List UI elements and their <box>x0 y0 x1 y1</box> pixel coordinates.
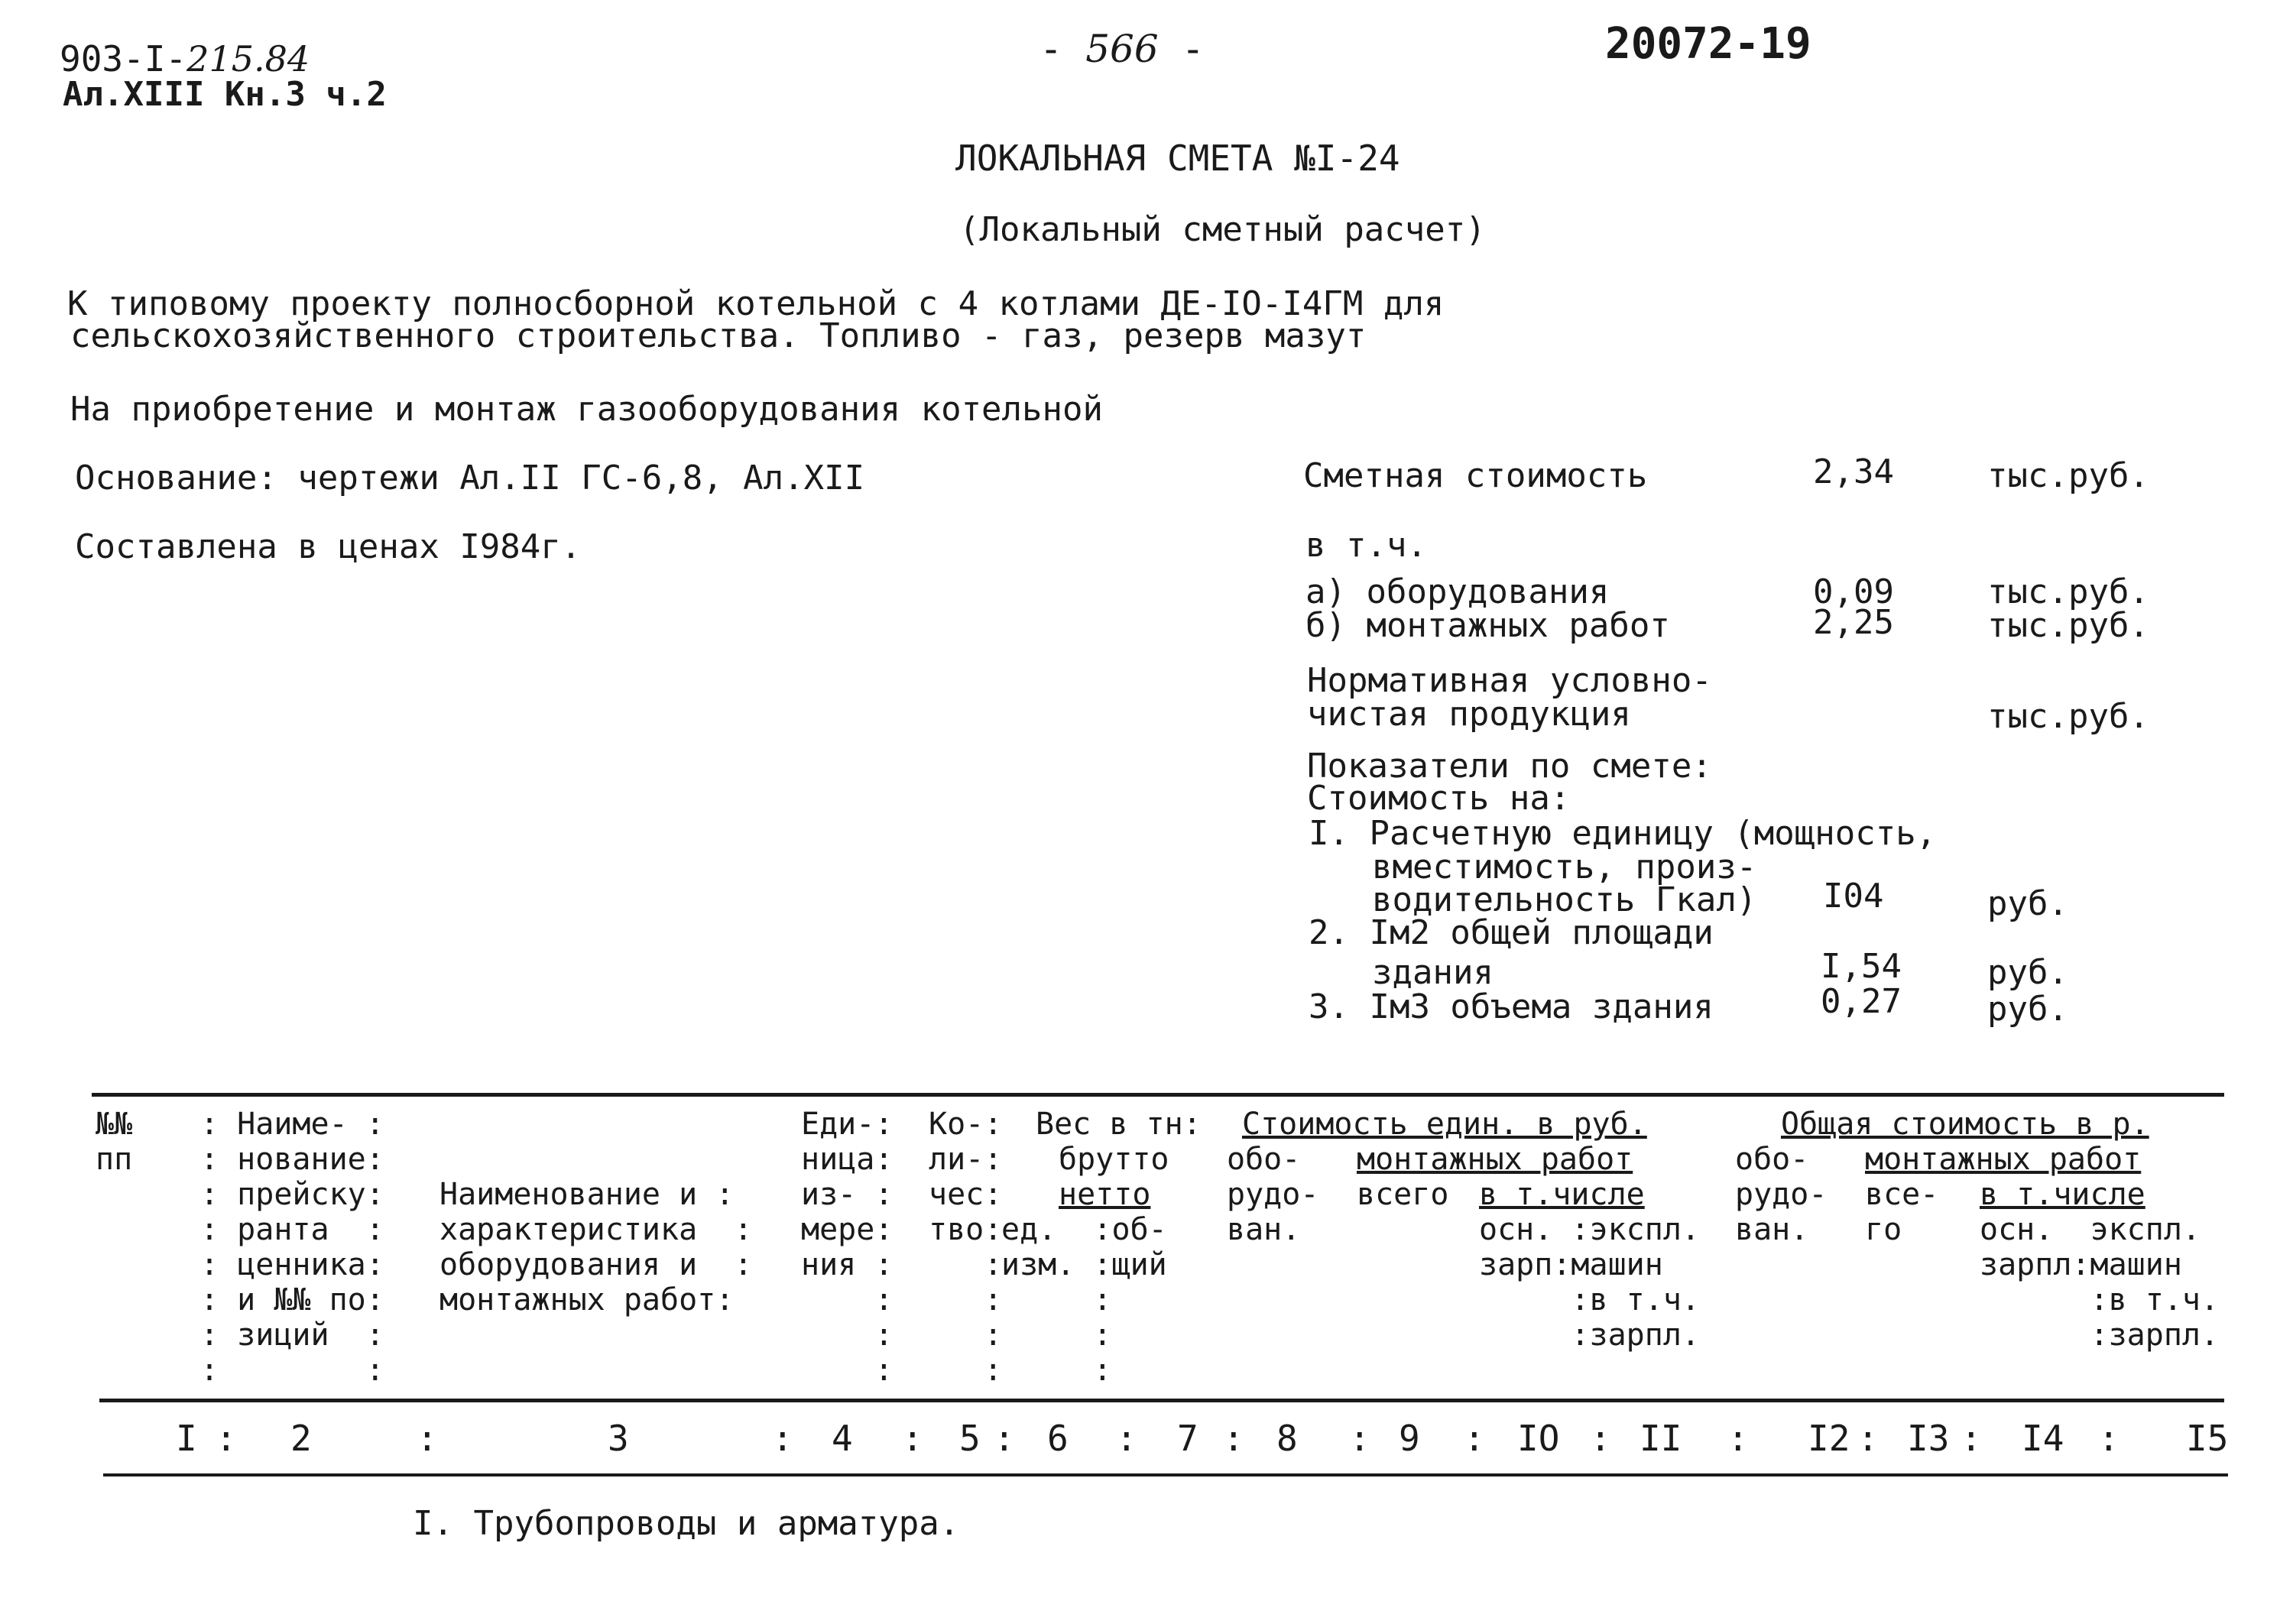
col-1-header: №№ пп <box>96 1107 133 1177</box>
column-number-9: 9 <box>1399 1418 1420 1459</box>
unit-cost-title: Стоимость един. в руб. <box>1242 1107 1647 1142</box>
page-number-value: 566 <box>1085 27 1159 71</box>
project-basis: Основание: чертежи Ал.II ГС-6,8, Ал.XII <box>75 459 865 498</box>
equipment-unit: тыс.руб. <box>1987 572 2149 611</box>
unit-cost-sub: осн. :экспл. зарп:машин :в т.ч. :зарпл. <box>1479 1212 1700 1353</box>
column-number-separator: : <box>902 1418 923 1459</box>
cost-for-label: Стоимость на: <box>1307 779 1571 818</box>
column-number-separator: : <box>1727 1418 1749 1459</box>
indicator-1-line-3: водительность Гкал) <box>1372 880 1757 919</box>
weight-header-sub: ед. :об- изм. :щий : : : <box>1001 1212 1167 1388</box>
indicator-3-value: 0,27 <box>1821 982 1902 1021</box>
installation-value: 2,25 <box>1813 603 1894 642</box>
indicator-3-unit: руб. <box>1987 990 2068 1029</box>
project-prices: Составлена в ценах I984г. <box>75 527 582 566</box>
total-cost-equipment: обо- рудо- ван. <box>1735 1142 1828 1247</box>
column-number-3: 3 <box>608 1418 629 1459</box>
page-number: - 566 - <box>1039 27 1205 71</box>
indicator-2-value: I,54 <box>1821 947 1902 986</box>
indicator-1-value: I04 <box>1823 877 1884 916</box>
column-number-1: I <box>176 1418 197 1459</box>
normative-unit: тыс.руб. <box>1987 697 2149 736</box>
total-cost-title: Общая стоимость в р. <box>1781 1107 2149 1142</box>
normative-line-1: Нормативная условно- <box>1307 661 1712 700</box>
column-number-separator: : <box>1961 1418 1982 1459</box>
total-cost-mount: монтажных работ <box>1865 1142 2142 1177</box>
unit-cost-equipment: обо- рудо- ван. <box>1227 1142 1319 1247</box>
column-number-4: 4 <box>832 1418 853 1459</box>
installation-label: б) монтажных работ <box>1305 606 1670 645</box>
unit-cost-mount: монтажных работ <box>1357 1142 1633 1177</box>
document-title: ЛОКАЛЬНАЯ СМЕТА №I-24 <box>955 138 1400 179</box>
table-top-rule <box>92 1093 2224 1097</box>
column-numbers-rule <box>103 1473 2228 1477</box>
table-header-bottom-rule <box>99 1399 2224 1402</box>
total-cost-all: все- го <box>1865 1177 1939 1247</box>
equipment-label: а) оборудования <box>1305 572 1610 611</box>
normative-line-2: чистая продукция <box>1307 695 1631 734</box>
column-number-separator: : <box>2098 1418 2119 1459</box>
document-subtitle: (Локальный сметный расчет) <box>959 210 1486 249</box>
column-number-5: 5 <box>959 1418 981 1459</box>
column-number-6: 6 <box>1047 1418 1069 1459</box>
indicator-1-line-2: вместимость, произ- <box>1372 848 1757 887</box>
col-5-header: Ко-: ли-: чес: тво: : : : : <box>929 1107 1003 1388</box>
column-number-7: 7 <box>1177 1418 1198 1459</box>
installation-unit: тыс.руб. <box>1987 606 2149 645</box>
indicator-2-line-2: здания <box>1372 953 1494 992</box>
column-number-12: I2 <box>1808 1418 1850 1459</box>
column-number-15: I5 <box>2186 1418 2229 1459</box>
col-2-header: : Наиме- : : нование: : прейску: : ранта : : ценника: : и №№ по: : зиций : : : <box>200 1107 384 1388</box>
indicator-1-unit: руб. <box>1987 884 2068 923</box>
column-number-11: II <box>1639 1418 1682 1459</box>
project-line-2: сельскохозяйственного строительства. Топливо - газ, резерв мазут <box>70 316 1367 355</box>
column-number-2: 2 <box>290 1418 312 1459</box>
total-cost-sub: осн. экспл. зарпл:машин :в т.ч. :зарпл. <box>1980 1212 2220 1353</box>
column-number-separator: : <box>1464 1418 1485 1459</box>
equipment-value: 0,09 <box>1813 572 1894 611</box>
column-number-10: IO <box>1517 1418 1560 1459</box>
inventory-number: 20072-19 <box>1605 19 1811 69</box>
indicator-3-line: 3. Iм3 объема здания <box>1309 987 1714 1026</box>
weight-header-title: Вес в тн: <box>1036 1107 1202 1142</box>
column-number-separator: : <box>1857 1418 1879 1459</box>
weight-header-brutto: брутто <box>1059 1142 1169 1177</box>
estimated-cost-label: Сметная стоимость <box>1303 456 1648 495</box>
indicator-2-unit: руб. <box>1987 953 2068 992</box>
project-line-1: К типовому проекту полносборной котельной с 4 котлами ДЕ-IO-I4ГМ для <box>67 284 1445 323</box>
indicators-title: Показатели по смете: <box>1307 747 1712 786</box>
estimated-cost-unit: тыс.руб. <box>1987 456 2149 495</box>
project-purpose: На приобретение и монтаж газооборудования котельной <box>70 390 1104 429</box>
section-title: I. Трубопроводы и арматура. <box>413 1504 960 1543</box>
column-number-14: I4 <box>2022 1418 2064 1459</box>
column-number-separator: : <box>994 1418 1015 1459</box>
column-number-separator: : <box>1590 1418 1611 1459</box>
column-number-separator: : <box>772 1418 793 1459</box>
col-3-header: Наименование и : характеристика : оборудования и : монтажных работ: <box>439 1177 753 1318</box>
column-number-8: 8 <box>1276 1418 1298 1459</box>
unit-cost-total: всего <box>1357 1177 1449 1212</box>
column-number-separator: : <box>1223 1418 1244 1459</box>
indicator-1-line-1: I. Расчетную единицу (мощность, <box>1309 814 1937 853</box>
total-cost-incl: в т.числе <box>1980 1177 2145 1212</box>
col-4-header: Еди-: ница: из- : мере: ния : : : : <box>801 1107 894 1388</box>
column-number-separator: : <box>1116 1418 1137 1459</box>
series-prefix: 903-I- <box>60 38 187 79</box>
column-number-13: I3 <box>1907 1418 1950 1459</box>
series-handwritten: 215.84 <box>186 38 310 79</box>
estimated-cost-value: 2,34 <box>1813 452 1894 491</box>
indicator-2-line-1: 2. Iм2 общей площади <box>1309 913 1714 952</box>
album-line: Ал.XIII Кн.3 ч.2 <box>63 75 387 114</box>
unit-cost-incl: в т.числе <box>1479 1177 1645 1212</box>
series-number <box>60 38 310 79</box>
weight-header-netto: нетто <box>1059 1177 1151 1212</box>
column-number-separator: : <box>417 1418 438 1459</box>
column-number-separator: : <box>216 1418 237 1459</box>
column-number-separator: : <box>1349 1418 1370 1459</box>
including-label: в т.ч. <box>1305 526 1427 565</box>
